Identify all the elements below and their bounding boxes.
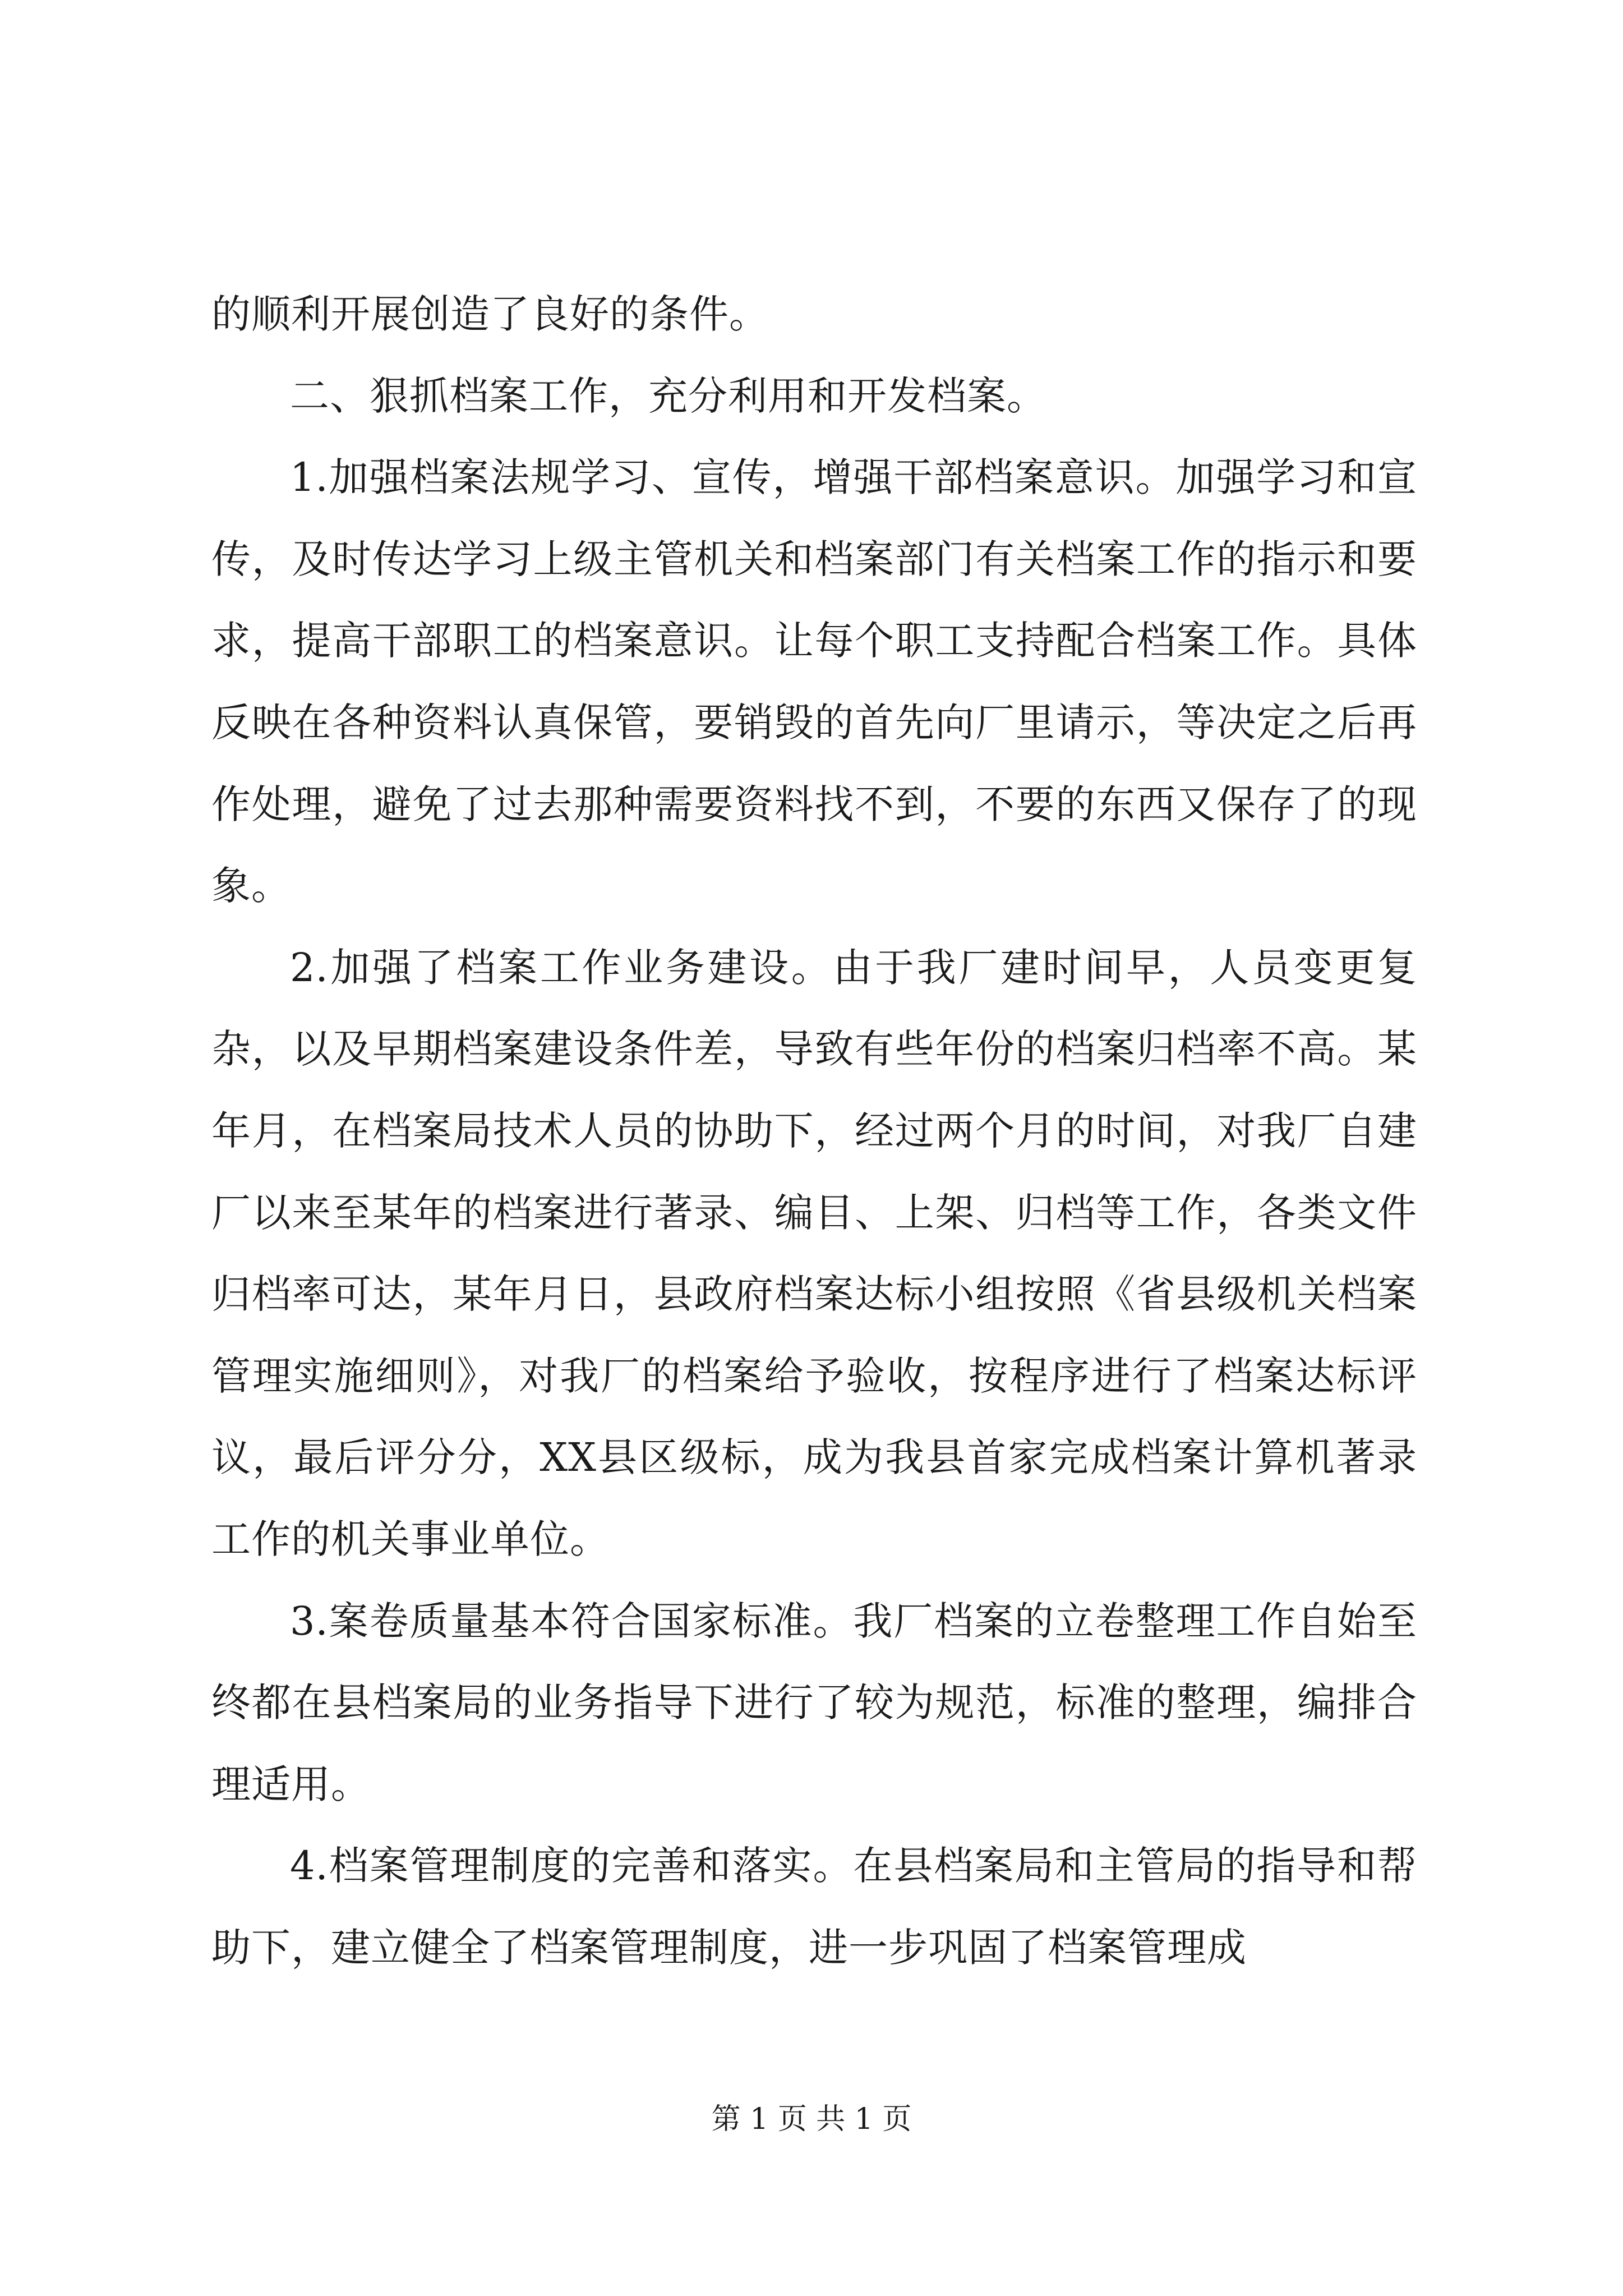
- paragraph-continuation: 的顺利开展创造了良好的条件。: [211, 291, 769, 337]
- document-body: [211, 274, 1417, 1989]
- paragraph-item-2: 2.加强了档案工作业务建设。由于我厂建时间早，人员变更复杂，以及早期档案建设条件差，导致有些年份的档案归档率不高。某年月，在档案局技术人员的协助下，经过两个月的时间，对我厂自建厂以来至某年的档案进行著录、编目、上架、归档等工作，各类文件归档率可达，某年月日，县政府档案达标小组按照《省县级机关档案管理实施细则》，对我厂的档案给予验收，按程序进行了档案达标评议，最后评分分，XX县区级标，成为我县首家完成档案计算机著录工作的机关事业单位。: [211, 944, 1417, 1562]
- paragraph-item-4: 4.档案管理制度的完善和落实。在县档案局和主管局的指导和帮助下，建立健全了档案管理制度，进一步巩固了档案管理成: [211, 1843, 1417, 1971]
- paragraph-item-3: 3.案卷质量基本符合国家标准。我厂档案的立卷整理工作自始至终都在县档案局的业务指导下进行了较为规范，标准的整理，编排合理适用。: [211, 1598, 1417, 1807]
- section-heading: 二、狠抓档案工作，充分利用和开发档案。: [290, 372, 1046, 419]
- page-footer: 第 1 页 共 1 页: [711, 2102, 912, 2136]
- paragraph-item-1: 1.加强档案法规学习、宣传，增强干部档案意识。加强学习和宣传，及时传达学习上级主管机关和档案部门有关档案工作的指示和要求，提高干部职工的档案意识。让每个职工支持配合档案工作。具体反映在各种资料认真保管，要销毁的首先向厂里请示，等决定之后再作处理，避免了过去那种需要资料找不到，不要的东西又保存了的现象。: [211, 454, 1417, 909]
